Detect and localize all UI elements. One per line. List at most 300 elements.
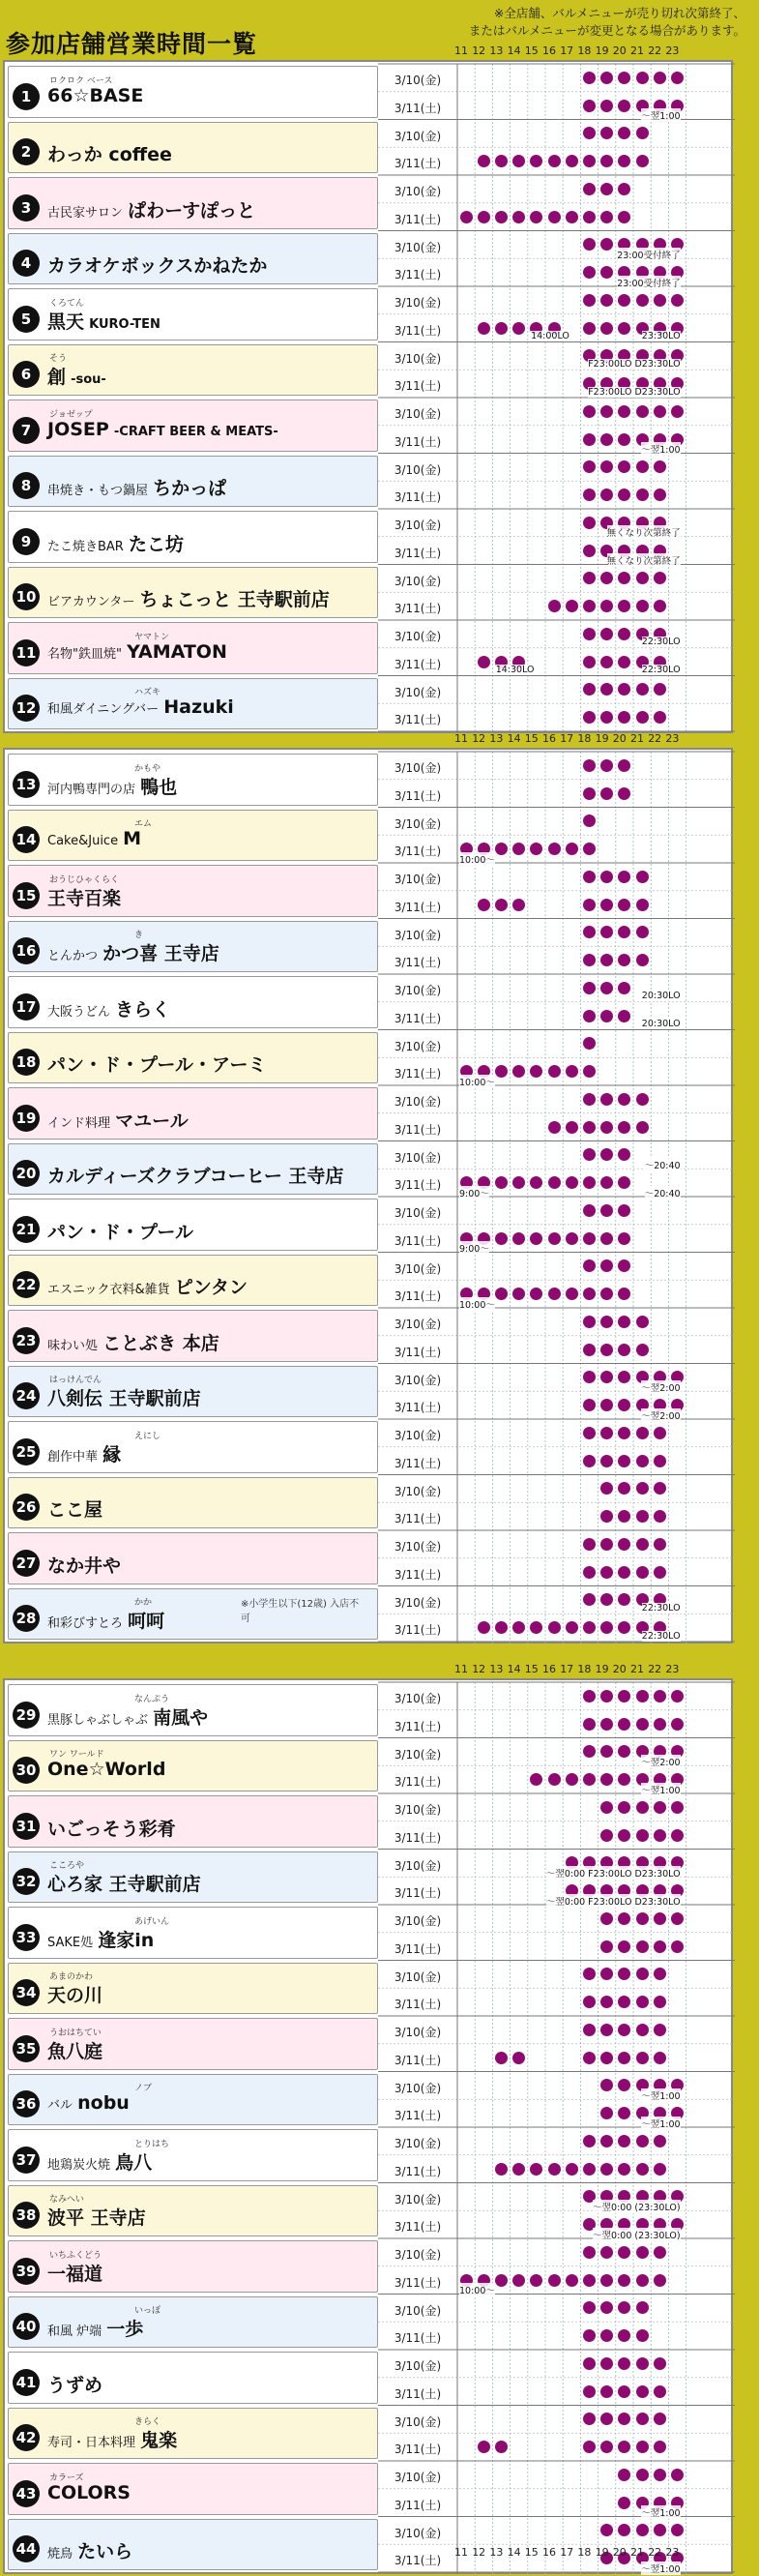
date-label: 3/10(金) bbox=[394, 2137, 442, 2150]
shop-name-main: M bbox=[123, 828, 142, 850]
date-label: 3/10(金) bbox=[394, 816, 442, 831]
hours-note: 23:00受付終了 bbox=[617, 276, 680, 289]
hour-label-22: 22 bbox=[648, 1663, 662, 1675]
hours-note: 無くなり次第終了 bbox=[607, 553, 681, 567]
shop-number-badge: 30 bbox=[13, 1757, 40, 1784]
date-label: 3/11(土) bbox=[394, 101, 442, 115]
shop-name-main: ここ屋 bbox=[47, 1499, 103, 1522]
shop-number-badge: 23 bbox=[13, 1327, 40, 1354]
schedule-panel-1 bbox=[3, 60, 733, 733]
schedule-panel-3 bbox=[3, 1678, 733, 2574]
shop-number-badge: 38 bbox=[13, 2202, 40, 2229]
open-hour-dot bbox=[654, 1829, 666, 1842]
open-hour-dot bbox=[636, 1427, 649, 1439]
shop-number-badge: 43 bbox=[13, 2480, 40, 2507]
open-hour-dot bbox=[600, 1316, 613, 1328]
shop-name-box bbox=[8, 2185, 378, 2237]
hours-note: 14:30LO bbox=[495, 665, 535, 676]
shop-name bbox=[47, 85, 143, 106]
shop-number-badge: 42 bbox=[13, 2424, 40, 2451]
date-label: 3/11(土) bbox=[394, 1719, 442, 1733]
open-hour-dot bbox=[654, 2441, 666, 2453]
open-hour-dot bbox=[583, 322, 596, 335]
date-label: 3/11(土) bbox=[394, 1289, 442, 1304]
shop-name-main: One☆World bbox=[47, 1759, 166, 1781]
shop-name-box bbox=[8, 1740, 378, 1792]
open-hour-dot bbox=[618, 1010, 630, 1022]
shop-name bbox=[47, 1329, 219, 1355]
open-hour-dot bbox=[600, 1093, 613, 1106]
hour-label-12: 12 bbox=[472, 732, 486, 745]
shop-name bbox=[47, 1759, 165, 1780]
open-hour-dot bbox=[636, 155, 649, 167]
shop-name-main: 一福道 bbox=[47, 2263, 103, 2285]
open-hour-dot bbox=[583, 545, 596, 557]
open-hour-dot bbox=[600, 899, 613, 911]
shop-name bbox=[47, 2204, 146, 2230]
date-label: 3/10(金) bbox=[394, 1858, 442, 1873]
hour-label-20: 20 bbox=[612, 1663, 627, 1675]
date-label: 3/10(金) bbox=[394, 1595, 442, 1610]
date-label: 3/11(土) bbox=[394, 157, 442, 171]
shop-name bbox=[47, 1107, 189, 1133]
shop-name-main: YAMATON bbox=[127, 640, 227, 663]
open-hour-dot bbox=[636, 1510, 649, 1523]
date-label: 3/11(土) bbox=[394, 1830, 442, 1845]
date-label: 3/11(土) bbox=[394, 844, 442, 859]
open-hour-dot bbox=[618, 1121, 630, 1134]
hour-label-16: 16 bbox=[542, 732, 556, 745]
open-hour-dot bbox=[495, 1232, 508, 1245]
open-hour-dot bbox=[636, 1940, 649, 1953]
shop-name-main: いごっそう彩肴 bbox=[47, 1818, 176, 1840]
hour-label-13: 13 bbox=[489, 2546, 504, 2559]
shop-number-badge: 1 bbox=[13, 83, 40, 110]
hours-note: F23:00LO D23:30LO bbox=[588, 386, 681, 398]
date-label: 3/11(土) bbox=[394, 268, 442, 282]
date-label: 3/11(土) bbox=[394, 1998, 442, 2012]
open-hour-dot bbox=[654, 1566, 666, 1579]
shop-number-badge: 44 bbox=[13, 2535, 40, 2562]
open-hour-dot bbox=[600, 433, 613, 446]
hour-label-17: 17 bbox=[560, 44, 574, 57]
shop-name-ruby: かか bbox=[134, 1598, 153, 1609]
shop-name bbox=[47, 2148, 152, 2175]
date-label: 3/11(土) bbox=[394, 1345, 442, 1359]
hour-label-14: 14 bbox=[507, 44, 521, 57]
shop-name-prefix: 創作中華 bbox=[47, 1449, 99, 1465]
hour-label-22: 22 bbox=[648, 2546, 662, 2559]
hour-label-17: 17 bbox=[560, 1663, 574, 1675]
hours-note: 〜翌2:00 bbox=[641, 1380, 680, 1394]
date-label: 3/11(土) bbox=[394, 2109, 442, 2123]
open-hour-dot bbox=[636, 1566, 649, 1579]
shop-name bbox=[47, 1273, 248, 1299]
shop-name-prefix: 黒豚しゃぶしゃぶ bbox=[47, 1712, 149, 1728]
hour-label-11: 11 bbox=[454, 2546, 468, 2559]
date-label: 3/10(金) bbox=[394, 2526, 442, 2540]
date-label: 3/10(金) bbox=[394, 407, 442, 421]
date-label: 3/11(土) bbox=[394, 1456, 442, 1470]
shop-name-box bbox=[8, 1684, 378, 1736]
shop-name-prefix: 味わい処 bbox=[47, 1338, 99, 1353]
hours-note: 無くなり次第終了 bbox=[607, 525, 681, 539]
shop-name-box bbox=[8, 344, 378, 397]
open-hour-dot bbox=[654, 2024, 666, 2036]
open-hour-dot bbox=[600, 1566, 613, 1579]
open-hour-dot bbox=[583, 517, 596, 529]
date-label: 3/10(金) bbox=[394, 2248, 442, 2262]
shop-name bbox=[47, 2037, 102, 2063]
date-label: 3/11(土) bbox=[394, 713, 442, 727]
shop-name-box bbox=[8, 2408, 378, 2460]
open-hour-dot bbox=[583, 183, 596, 195]
shop-name-box bbox=[8, 1421, 378, 1473]
shop-name-box bbox=[8, 1143, 378, 1196]
shop-name-main: ちかっぱ bbox=[153, 478, 227, 500]
shop-name bbox=[47, 140, 172, 166]
hours-note: 〜翌2:00 bbox=[641, 1755, 680, 1768]
hours-note: 〜翌1:00 bbox=[641, 442, 680, 456]
shop-name-prefix: たこ焼きBAR bbox=[47, 539, 124, 554]
hour-label-16: 16 bbox=[542, 2546, 556, 2559]
open-hour-dot bbox=[583, 2385, 596, 2398]
open-hour-dot bbox=[618, 1940, 630, 1953]
shop-name-prefix: 名物"鉄皿焼" bbox=[47, 646, 122, 662]
open-hour-dot bbox=[495, 211, 508, 223]
open-hour-dot bbox=[548, 1121, 561, 1134]
shop-name-main: わっか coffee bbox=[47, 144, 172, 166]
open-hour-dot bbox=[548, 155, 561, 167]
date-label: 3/11(土) bbox=[394, 956, 442, 970]
open-hour-dot bbox=[548, 600, 561, 612]
hour-label-14: 14 bbox=[507, 732, 521, 745]
page-title: 参加店舗営業時間一覧 bbox=[6, 30, 258, 58]
shop-name-box bbox=[8, 865, 378, 917]
hours-note: 22:30LO bbox=[641, 1630, 681, 1642]
open-hour-dot bbox=[600, 1121, 613, 1134]
open-hour-dot bbox=[671, 1801, 684, 1814]
open-hour-dot bbox=[600, 787, 613, 800]
date-label: 3/10(金) bbox=[394, 984, 442, 997]
shop-name-ruby: エム bbox=[134, 819, 153, 830]
open-hour-dot bbox=[548, 2274, 561, 2287]
shop-name-main: 南風や bbox=[153, 1706, 209, 1729]
date-label: 3/10(金) bbox=[394, 2081, 442, 2095]
hour-label-20: 20 bbox=[612, 44, 627, 57]
hours-note: 〜翌0:00 (23:30LO) bbox=[593, 2228, 681, 2241]
date-label: 3/10(金) bbox=[394, 1261, 442, 1276]
shop-name bbox=[47, 2482, 131, 2503]
shop-name bbox=[47, 773, 177, 799]
open-hour-dot bbox=[512, 1232, 525, 1245]
hours-note: 〜翌1:00 bbox=[641, 2561, 680, 2575]
shop-name bbox=[47, 995, 170, 1022]
date-label: 3/11(土) bbox=[394, 323, 442, 338]
shop-number-badge: 10 bbox=[13, 583, 40, 610]
shop-number-badge: 17 bbox=[13, 993, 40, 1021]
hour-label-15: 15 bbox=[524, 1663, 539, 1675]
open-hour-dot bbox=[636, 2413, 649, 2425]
date-label: 3/10(金) bbox=[394, 2026, 442, 2039]
shop-name-box bbox=[8, 678, 378, 730]
open-hour-dot bbox=[583, 2357, 596, 2370]
shop-number-badge: 39 bbox=[13, 2258, 40, 2285]
open-hour-dot bbox=[600, 982, 613, 994]
shop-name-prefix: SAKE処 bbox=[47, 1935, 94, 1950]
shop-name-ruby: き bbox=[134, 931, 144, 941]
hour-label-21: 21 bbox=[630, 2546, 644, 2559]
date-label: 3/10(金) bbox=[394, 685, 442, 699]
hour-label-16: 16 bbox=[542, 44, 556, 57]
date-label: 3/10(金) bbox=[394, 240, 442, 254]
hour-label-19: 19 bbox=[595, 1663, 609, 1675]
hours-note: 〜翌1:00 bbox=[641, 2088, 680, 2102]
shop-name-prefix: 地鶏炭火焼 bbox=[47, 2157, 111, 2173]
hour-label-13: 13 bbox=[489, 1663, 504, 1675]
open-hour-dot bbox=[583, 2274, 596, 2287]
shop-name-ruby: きらく bbox=[134, 2417, 161, 2428]
open-hour-dot bbox=[636, 1968, 649, 1980]
shop-name bbox=[47, 1552, 121, 1578]
open-hour-dot bbox=[583, 1204, 596, 1217]
open-hour-dot bbox=[654, 72, 666, 84]
shop-number-badge: 22 bbox=[13, 1271, 40, 1298]
open-hour-dot bbox=[636, 405, 649, 418]
open-hour-dot bbox=[636, 1690, 649, 1703]
open-hour-dot bbox=[478, 155, 490, 167]
open-hour-dot bbox=[530, 211, 542, 223]
shop-number-badge: 6 bbox=[13, 361, 40, 388]
hour-label-11: 11 bbox=[454, 44, 468, 57]
open-hour-dot bbox=[600, 183, 613, 195]
shop-number-badge: 41 bbox=[13, 2369, 40, 2396]
shop-name-box bbox=[8, 567, 378, 619]
shop-number-badge: 8 bbox=[13, 472, 40, 499]
open-hour-dot bbox=[583, 1455, 596, 1467]
hour-label-21: 21 bbox=[630, 1663, 644, 1675]
date-label: 3/10(金) bbox=[394, 1318, 442, 1331]
shop-name-box bbox=[8, 1366, 378, 1418]
shop-name bbox=[47, 2537, 132, 2563]
open-hour-dot bbox=[671, 1829, 684, 1842]
shop-number-badge: 4 bbox=[13, 250, 40, 277]
open-hour-dot bbox=[671, 294, 684, 307]
date-label: 3/11(土) bbox=[394, 2275, 442, 2290]
date-label: 3/10(金) bbox=[394, 1039, 442, 1053]
date-label: 3/11(土) bbox=[394, 490, 442, 505]
open-hour-dot bbox=[654, 1996, 666, 2008]
shop-name-ruby: いっぽ bbox=[134, 2306, 161, 2317]
date-label: 3/10(金) bbox=[394, 574, 442, 588]
open-hour-dot bbox=[495, 2052, 508, 2064]
open-hour-dot bbox=[671, 2469, 684, 2481]
shop-name-box bbox=[8, 456, 378, 508]
open-hour-dot bbox=[600, 2024, 613, 2036]
open-hour-dot bbox=[583, 787, 596, 800]
date-label: 3/11(土) bbox=[394, 1775, 442, 1790]
open-hour-dot bbox=[478, 656, 490, 668]
shop-name-prefix: 和風 炉端 bbox=[47, 2324, 102, 2340]
shop-number-badge: 25 bbox=[13, 1438, 40, 1466]
hour-label-11: 11 bbox=[454, 732, 468, 745]
shop-name-box bbox=[8, 1963, 378, 2015]
open-hour-dot bbox=[600, 871, 613, 883]
open-hour-dot bbox=[548, 1621, 561, 1634]
hour-label-13: 13 bbox=[489, 732, 504, 745]
shop-name bbox=[47, 1815, 176, 1841]
date-label: 3/11(土) bbox=[394, 2220, 442, 2235]
shop-name-ruby: おうじひゃくらく bbox=[49, 874, 120, 885]
shop-name-sub: KURO-TEN bbox=[89, 316, 161, 332]
open-hour-dot bbox=[654, 294, 666, 307]
shop-name-prefix: インド料理 bbox=[47, 1115, 111, 1131]
open-hour-dot bbox=[600, 1344, 613, 1356]
open-hour-dot bbox=[548, 843, 561, 855]
shop-number-badge: 27 bbox=[13, 1550, 40, 1577]
shop-name-main: ちょこっと 王寺駅前店 bbox=[139, 589, 330, 611]
notice-line-1: ※全店舗、バルメニューが売り切れ次第終了、 bbox=[493, 6, 745, 20]
date-label: 3/10(金) bbox=[394, 2471, 442, 2484]
open-hour-dot bbox=[636, 2469, 649, 2481]
date-label: 3/11(土) bbox=[394, 1623, 442, 1638]
hours-note: 〜翌1:00 bbox=[641, 2505, 680, 2519]
open-hour-dot bbox=[566, 843, 578, 855]
hour-label-23: 23 bbox=[665, 732, 680, 745]
hour-label-18: 18 bbox=[577, 44, 592, 57]
date-label: 3/10(金) bbox=[394, 74, 442, 87]
date-label: 3/10(金) bbox=[394, 2359, 442, 2373]
date-label: 3/10(金) bbox=[394, 1747, 442, 1762]
open-hour-dot bbox=[636, 572, 649, 584]
open-hour-dot bbox=[636, 1829, 649, 1842]
date-label: 3/11(土) bbox=[394, 602, 442, 616]
shop-name-ruby: ノブ bbox=[134, 2084, 153, 2094]
date-label: 3/10(金) bbox=[394, 1540, 442, 1554]
shop-name-box bbox=[8, 976, 378, 1028]
shop-name-box bbox=[8, 1032, 378, 1084]
shop-number-badge: 33 bbox=[13, 1924, 40, 1951]
date-label: 3/11(土) bbox=[394, 2053, 442, 2067]
open-hour-dot bbox=[654, 2163, 666, 2176]
open-hour-dot bbox=[566, 1065, 578, 1078]
shop-name-main: カラオケボックスかねたか bbox=[47, 255, 268, 278]
shop-name-box bbox=[8, 1588, 378, 1641]
open-hour-dot bbox=[636, 1912, 649, 1925]
shop-name bbox=[47, 2315, 143, 2341]
shop-name-box bbox=[8, 288, 378, 341]
open-hour-dot bbox=[583, 100, 596, 112]
hour-label-17: 17 bbox=[560, 2546, 574, 2559]
hour-label-15: 15 bbox=[524, 732, 539, 745]
open-hour-dot bbox=[636, 1718, 649, 1731]
shop-name-prefix: 和風ダイニングバー bbox=[47, 702, 160, 718]
shop-name-box bbox=[8, 2463, 378, 2515]
open-hour-dot bbox=[495, 2274, 508, 2287]
shop-name bbox=[47, 2260, 102, 2286]
open-hour-dot bbox=[583, 899, 596, 911]
hours-note: 〜翌0:00 (23:30LO) bbox=[593, 2200, 681, 2213]
hour-label-22: 22 bbox=[648, 732, 662, 745]
date-label: 3/10(金) bbox=[394, 129, 442, 143]
shop-name-prefix: とんかつ bbox=[47, 949, 99, 964]
hours-note: 10:00〜 bbox=[459, 1297, 495, 1311]
shop-name-main: 波平 王寺店 bbox=[47, 2207, 146, 2230]
shop-name bbox=[47, 939, 219, 965]
date-label: 3/10(金) bbox=[394, 761, 442, 775]
hours-note: 14:00LO bbox=[531, 331, 569, 342]
shop-name-ruby: こころや bbox=[49, 1861, 85, 1872]
shop-name-prefix: 和彩びすとろ bbox=[47, 1616, 124, 1632]
shop-number-badge: 5 bbox=[13, 306, 40, 333]
open-hour-dot bbox=[654, 1718, 666, 1731]
shop-number-badge: 13 bbox=[13, 771, 40, 798]
shop-name-box bbox=[8, 400, 378, 452]
date-label: 3/11(土) bbox=[394, 1567, 442, 1582]
open-hour-dot bbox=[618, 1455, 630, 1467]
open-hour-dot bbox=[600, 656, 613, 668]
shop-name-main: 呵呵 bbox=[128, 1611, 165, 1633]
hours-note: 〜翌2:00 bbox=[641, 1408, 680, 1422]
open-hour-dot bbox=[618, 2497, 630, 2509]
open-hour-dot bbox=[530, 2163, 542, 2176]
shop-number-badge: 2 bbox=[13, 138, 40, 165]
shop-name-main: ぱわーすぽっと bbox=[128, 199, 256, 222]
open-hour-dot bbox=[618, 1566, 630, 1579]
shop-name-box bbox=[8, 2018, 378, 2070]
hour-label-15: 15 bbox=[524, 44, 539, 57]
open-hour-dot bbox=[600, 1829, 613, 1842]
date-label: 3/10(金) bbox=[394, 1692, 442, 1705]
hour-label-17: 17 bbox=[560, 732, 574, 745]
open-hour-dot bbox=[654, 2469, 666, 2481]
open-hour-dot bbox=[636, 2301, 649, 2314]
hour-label-20: 20 bbox=[612, 732, 627, 745]
open-hour-dot bbox=[636, 2163, 649, 2176]
hour-label-23: 23 bbox=[665, 1663, 680, 1675]
hour-label-19: 19 bbox=[595, 2546, 609, 2559]
notice-line-2: またはバルメニューが変更となる場合があります。 bbox=[468, 23, 745, 38]
shop-name-main: 王寺百楽 bbox=[47, 887, 122, 909]
hour-label-12: 12 bbox=[472, 2546, 486, 2559]
open-hour-dot bbox=[636, 1538, 649, 1551]
shop-name bbox=[47, 474, 226, 500]
shop-name-prefix: エスニック衣料&雑貨 bbox=[47, 1283, 170, 1298]
date-label: 3/11(土) bbox=[394, 1886, 442, 1901]
shop-name-box bbox=[8, 1310, 378, 1362]
date-label: 3/10(金) bbox=[394, 2192, 442, 2206]
shop-name bbox=[47, 2371, 102, 2397]
open-hour-dot bbox=[583, 1121, 596, 1134]
shop-name-box bbox=[8, 1795, 378, 1848]
open-hour-dot bbox=[618, 899, 630, 911]
shop-name-main: 縁 bbox=[102, 1443, 122, 1466]
open-hour-dot bbox=[478, 322, 490, 335]
open-hour-dot bbox=[548, 1773, 561, 1786]
shop-name bbox=[47, 828, 141, 849]
shop-name bbox=[47, 2092, 130, 2114]
open-hour-dot bbox=[495, 2163, 508, 2176]
open-hour-dot bbox=[600, 2274, 613, 2287]
open-hour-dot bbox=[636, 871, 649, 883]
shop-name bbox=[47, 1607, 164, 1633]
open-hour-dot bbox=[583, 2052, 596, 2064]
hour-label-18: 18 bbox=[577, 1663, 592, 1675]
hours-note: 22:30LO bbox=[641, 1602, 681, 1614]
open-hour-dot bbox=[654, 2274, 666, 2287]
shop-name-ruby: なみへい bbox=[49, 2195, 84, 2206]
open-hour-dot bbox=[636, 460, 649, 473]
